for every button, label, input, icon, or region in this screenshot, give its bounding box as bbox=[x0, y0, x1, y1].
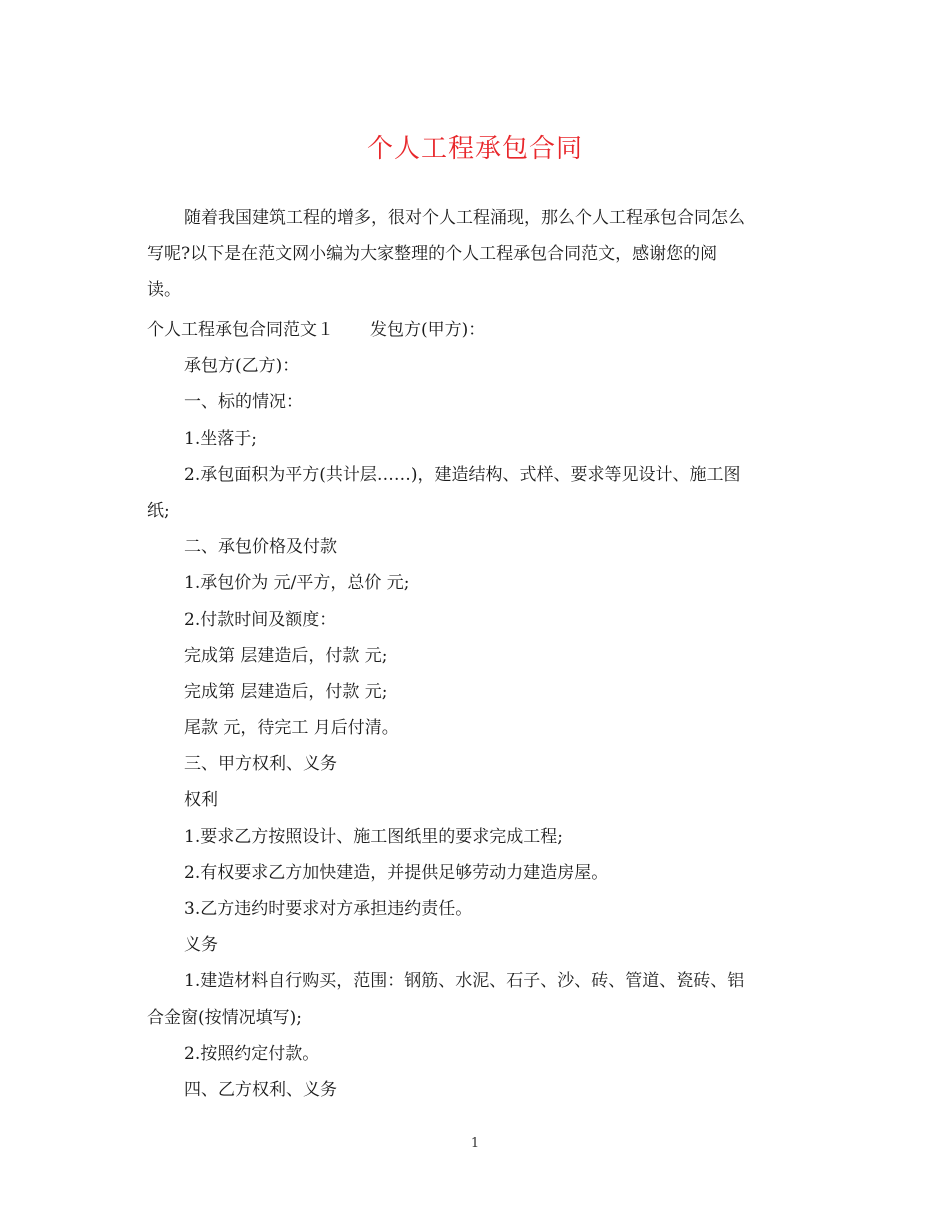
contract-line: 四、乙方权利、义务 bbox=[184, 1079, 337, 1100]
page-number: 1 bbox=[470, 1136, 480, 1151]
contract-line: 二、承包价格及付款 bbox=[184, 537, 337, 558]
contract-line: 权利 bbox=[184, 790, 218, 811]
contract-line: 2.按照约定付款。 bbox=[184, 1043, 320, 1064]
contract-line: 2.付款时间及额度： bbox=[184, 609, 337, 630]
contract-line: 2.有权要求乙方加快建造，并提供足够劳动力建造房屋。 bbox=[184, 862, 609, 883]
contract-line: 2.承包面积为平方(共计层……)，建造结构、式样、要求等见设计、施工图 bbox=[184, 464, 741, 485]
sample-heading-row bbox=[147, 312, 807, 348]
contract-line: 1.坐落于; bbox=[184, 428, 257, 449]
contract-line: 纸; bbox=[147, 500, 170, 521]
contract-line: 合金窗(按情况填写); bbox=[147, 1007, 302, 1028]
intro-paragraph bbox=[147, 200, 807, 309]
contract-line: 承包方(乙方)： bbox=[184, 356, 300, 377]
party-a-label: 发包方(甲方)： bbox=[370, 320, 486, 340]
contract-body bbox=[147, 312, 807, 1108]
document-title: 个人工程承包合同 bbox=[366, 134, 583, 164]
intro-line: 随着我国建筑工程的增多，很对个人工程涌现，那么个人工程承包合同怎么 bbox=[184, 208, 745, 228]
contract-line: 1.要求乙方按照设计、施工图纸里的要求完成工程; bbox=[184, 826, 563, 847]
contract-line: 完成第 层建造后，付款 元; bbox=[184, 681, 388, 702]
contract-line: 三、甲方权利、义务 bbox=[184, 754, 337, 775]
intro-line: 写呢?以下是在范文网小编为大家整理的个人工程承包合同范文，感谢您的阅 bbox=[147, 244, 718, 265]
contract-line: 完成第 层建造后，付款 元; bbox=[184, 645, 388, 666]
contract-line: 尾款 元，待完工 月后付清。 bbox=[184, 718, 399, 739]
contract-line: 1.承包价为 元/平方，总价 元; bbox=[184, 573, 410, 594]
contract-line: 义务 bbox=[184, 935, 218, 956]
intro-line: 读。 bbox=[147, 280, 181, 301]
contract-line: 1.建造材料自行购买，范围：钢筋、水泥、石子、沙、砖、管道、瓷砖、铝 bbox=[184, 971, 745, 992]
contract-line: 3.乙方违约时要求对方承担违约责任。 bbox=[184, 899, 473, 919]
sample-heading: 个人工程承包合同范文１ bbox=[147, 320, 334, 340]
contract-line: 一、标的情况： bbox=[184, 392, 303, 413]
